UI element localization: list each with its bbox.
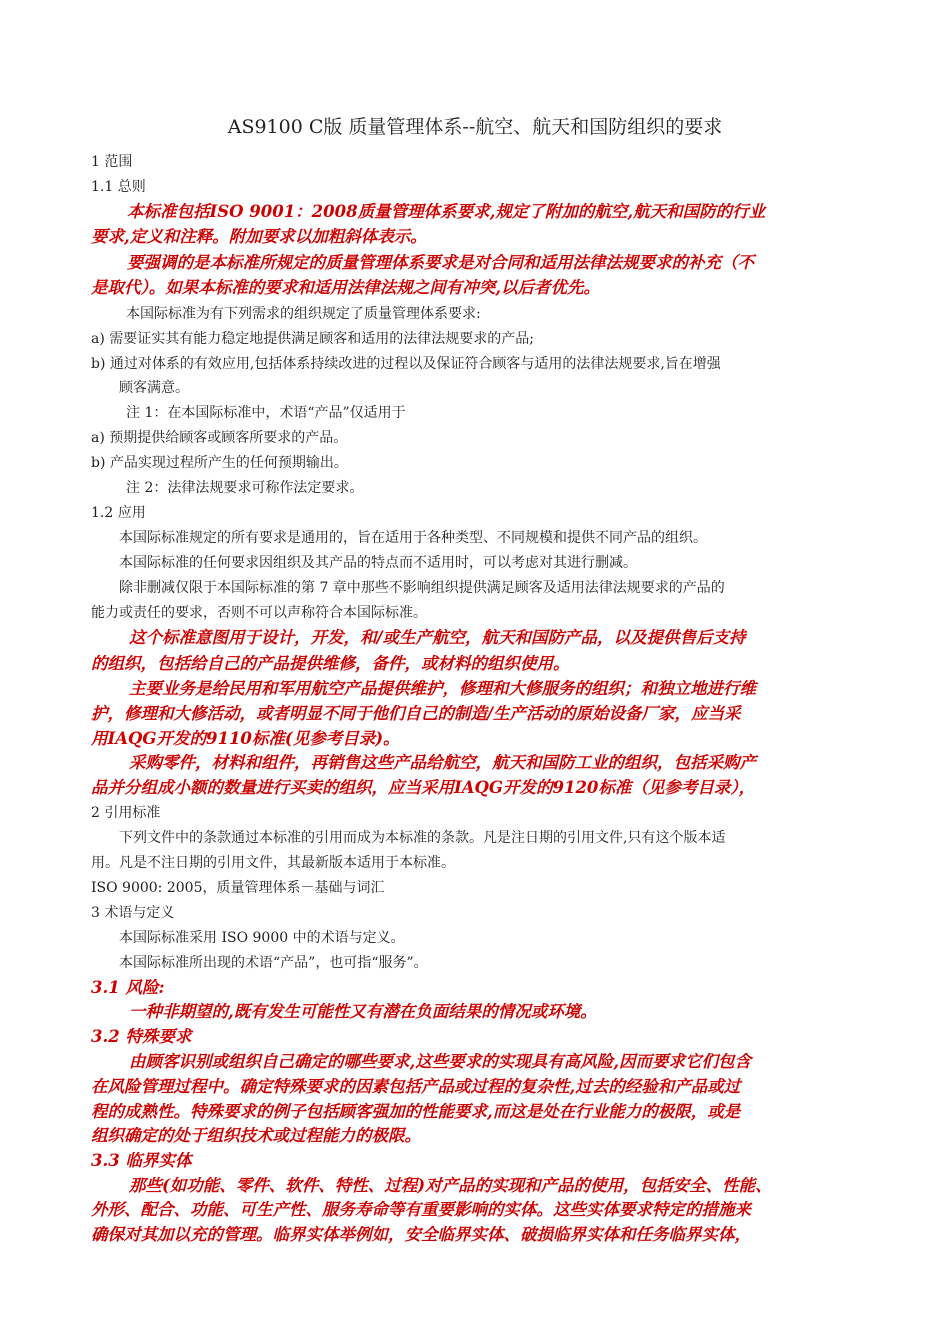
red-paragraph-line: 确保对其加以充的管理。临界实体举例如，安全临界实体、破损临界实体和任务临界实体， — [91, 1225, 751, 1244]
paragraph-line: 本国际标准的任何要求因组织及其产品的特点而不适用时，可以考虑对其进行删减。 — [119, 555, 637, 571]
paragraph-line: 本国际标准规定的所有要求是通用的，旨在适用于各种类型、不同规模和提供不同产品的组织。 — [119, 530, 707, 546]
red-paragraph-line: 护，修理和大修活动，或者明显不同于他们自己的制造/生产活动的原始设备厂家，应当采 — [91, 704, 741, 723]
note-line: 注 1：在本国际标准中，术语“产品”仅适用于 — [126, 405, 406, 421]
paragraph-line: 本国际标准所出现的术语“产品”，也可指“服务”。 — [119, 955, 428, 971]
red-paragraph-line: 一种非期望的,既有发生可能性又有潜在负面结果的情况或环境。 — [129, 1002, 597, 1021]
red-paragraph-line: 品并分组成小额的数量进行买卖的组织，应当采用IAQG开发的9120标准（见参考目录）， — [91, 778, 756, 797]
section-heading-2: 2 引用标准 — [91, 805, 161, 821]
section-heading-3: 3 术语与定义 — [91, 905, 175, 921]
reference-line: ISO 9000: 2005，质量管理体系－基础与词汇 — [91, 880, 385, 896]
paragraph-line: 本国际标准采用 ISO 9000 中的术语与定义。 — [119, 930, 405, 946]
red-paragraph-line: 主要业务是给民用和军用航空产品提供维护，修理和大修服务的组织；和独立地进行维 — [129, 679, 756, 698]
red-paragraph-line: 在风险管理过程中。确定特殊要求的因素包括产品或过程的复杂性,过去的经验和产品或过 — [91, 1077, 741, 1096]
section-heading-1-2: 1.2 应用 — [91, 505, 146, 521]
document-title: AS9100 C版 质量管理体系--航空、航天和国防组织的要求 — [227, 116, 723, 138]
red-heading-3-1: 3.1 风险: — [91, 978, 165, 997]
list-item-continuation: 顾客满意。 — [119, 380, 189, 396]
paragraph-line: 用。凡是不注日期的引用文件，其最新版本适用于本标准。 — [91, 855, 455, 871]
red-paragraph-line: 那些(如功能、零件、软件、特性、过程)对产品的实现和产品的使用，包括安全、性能、 — [129, 1176, 772, 1195]
red-paragraph-line: 组织确定的处于组织技术或过程能力的极限。 — [91, 1126, 421, 1145]
red-paragraph-line: 这个标准意图用于设计，开发，和/或生产航空，航天和国防产品，以及提供售后支持 — [129, 628, 746, 647]
paragraph-line: 除非删减仅限于本国际标准的第 7 章中那些不影响组织提供满足顾客及适用法律法规要求的产品的 — [119, 580, 725, 596]
list-item: a) 需要证实其有能力稳定地提供满足顾客和适用的法律法规要求的产品; — [91, 331, 534, 347]
list-item: b) 通过对体系的有效应用,包括体系持续改进的过程以及保证符合顾客与适用的法律法规要求,旨在增强 — [91, 356, 721, 372]
red-paragraph-line: 程的成熟性。特殊要求的例子包括顾客强加的性能要求,而这是处在行业能力的极限，或是 — [91, 1102, 741, 1121]
list-item: b) 产品实现过程所产生的任何预期输出。 — [91, 455, 348, 471]
red-paragraph-line: 是取代）。如果本标准的要求和适用法律法规之间有冲突,以后者优先。 — [91, 278, 600, 297]
section-heading-1: 1 范围 — [91, 154, 133, 170]
paragraph-line: 下列文件中的条款通过本标准的引用而成为本标准的条款。凡是注日期的引用文件,只有这个版本适 — [119, 830, 726, 846]
paragraph-line: 能力或责任的要求，否则不可以声称符合本国际标准。 — [91, 605, 427, 621]
red-heading-3-3: 3.3 临界实体 — [91, 1151, 192, 1170]
note-line: 注 2：法律法规要求可称作法定要求。 — [126, 480, 364, 496]
red-paragraph-line: 用IAQG开发的9110标准(见参考目录)。 — [91, 729, 400, 748]
red-paragraph-line: 采购零件，材料和组件，再销售这些产品给航空，航天和国防工业的组织，包括采购产 — [129, 753, 756, 772]
red-paragraph-line: 要求,定义和注释。附加要求以加粗斜体表示。 — [91, 227, 427, 246]
red-paragraph-line: 本标准包括ISO 9001：2008质量管理体系要求,规定了附加的航空,航天和国防的行业 — [127, 202, 766, 221]
list-item: a) 预期提供给顾客或顾客所要求的产品。 — [91, 430, 348, 446]
red-paragraph-line: 的组织，包括给自己的产品提供维修，备件，或材料的组织使用。 — [91, 654, 570, 673]
section-heading-1-1: 1.1 总则 — [91, 179, 146, 195]
paragraph-line: 本国际标准为有下列需求的组织规定了质量管理体系要求: — [126, 306, 481, 322]
red-paragraph-line: 由顾客识别或组织自己确定的哪些要求,这些要求的实现具有高风险,因而要求它们包含 — [129, 1052, 751, 1071]
red-heading-3-2: 3.2 特殊要求 — [91, 1027, 192, 1046]
red-paragraph-line: 要强调的是本标准所规定的质量管理体系要求是对合同和适用法律法规要求的补充（不 — [127, 253, 754, 272]
red-paragraph-line: 外形、配合、功能、可生产性、服务寿命等有重要影响的实体。这些实体要求特定的措施来 — [91, 1200, 751, 1219]
